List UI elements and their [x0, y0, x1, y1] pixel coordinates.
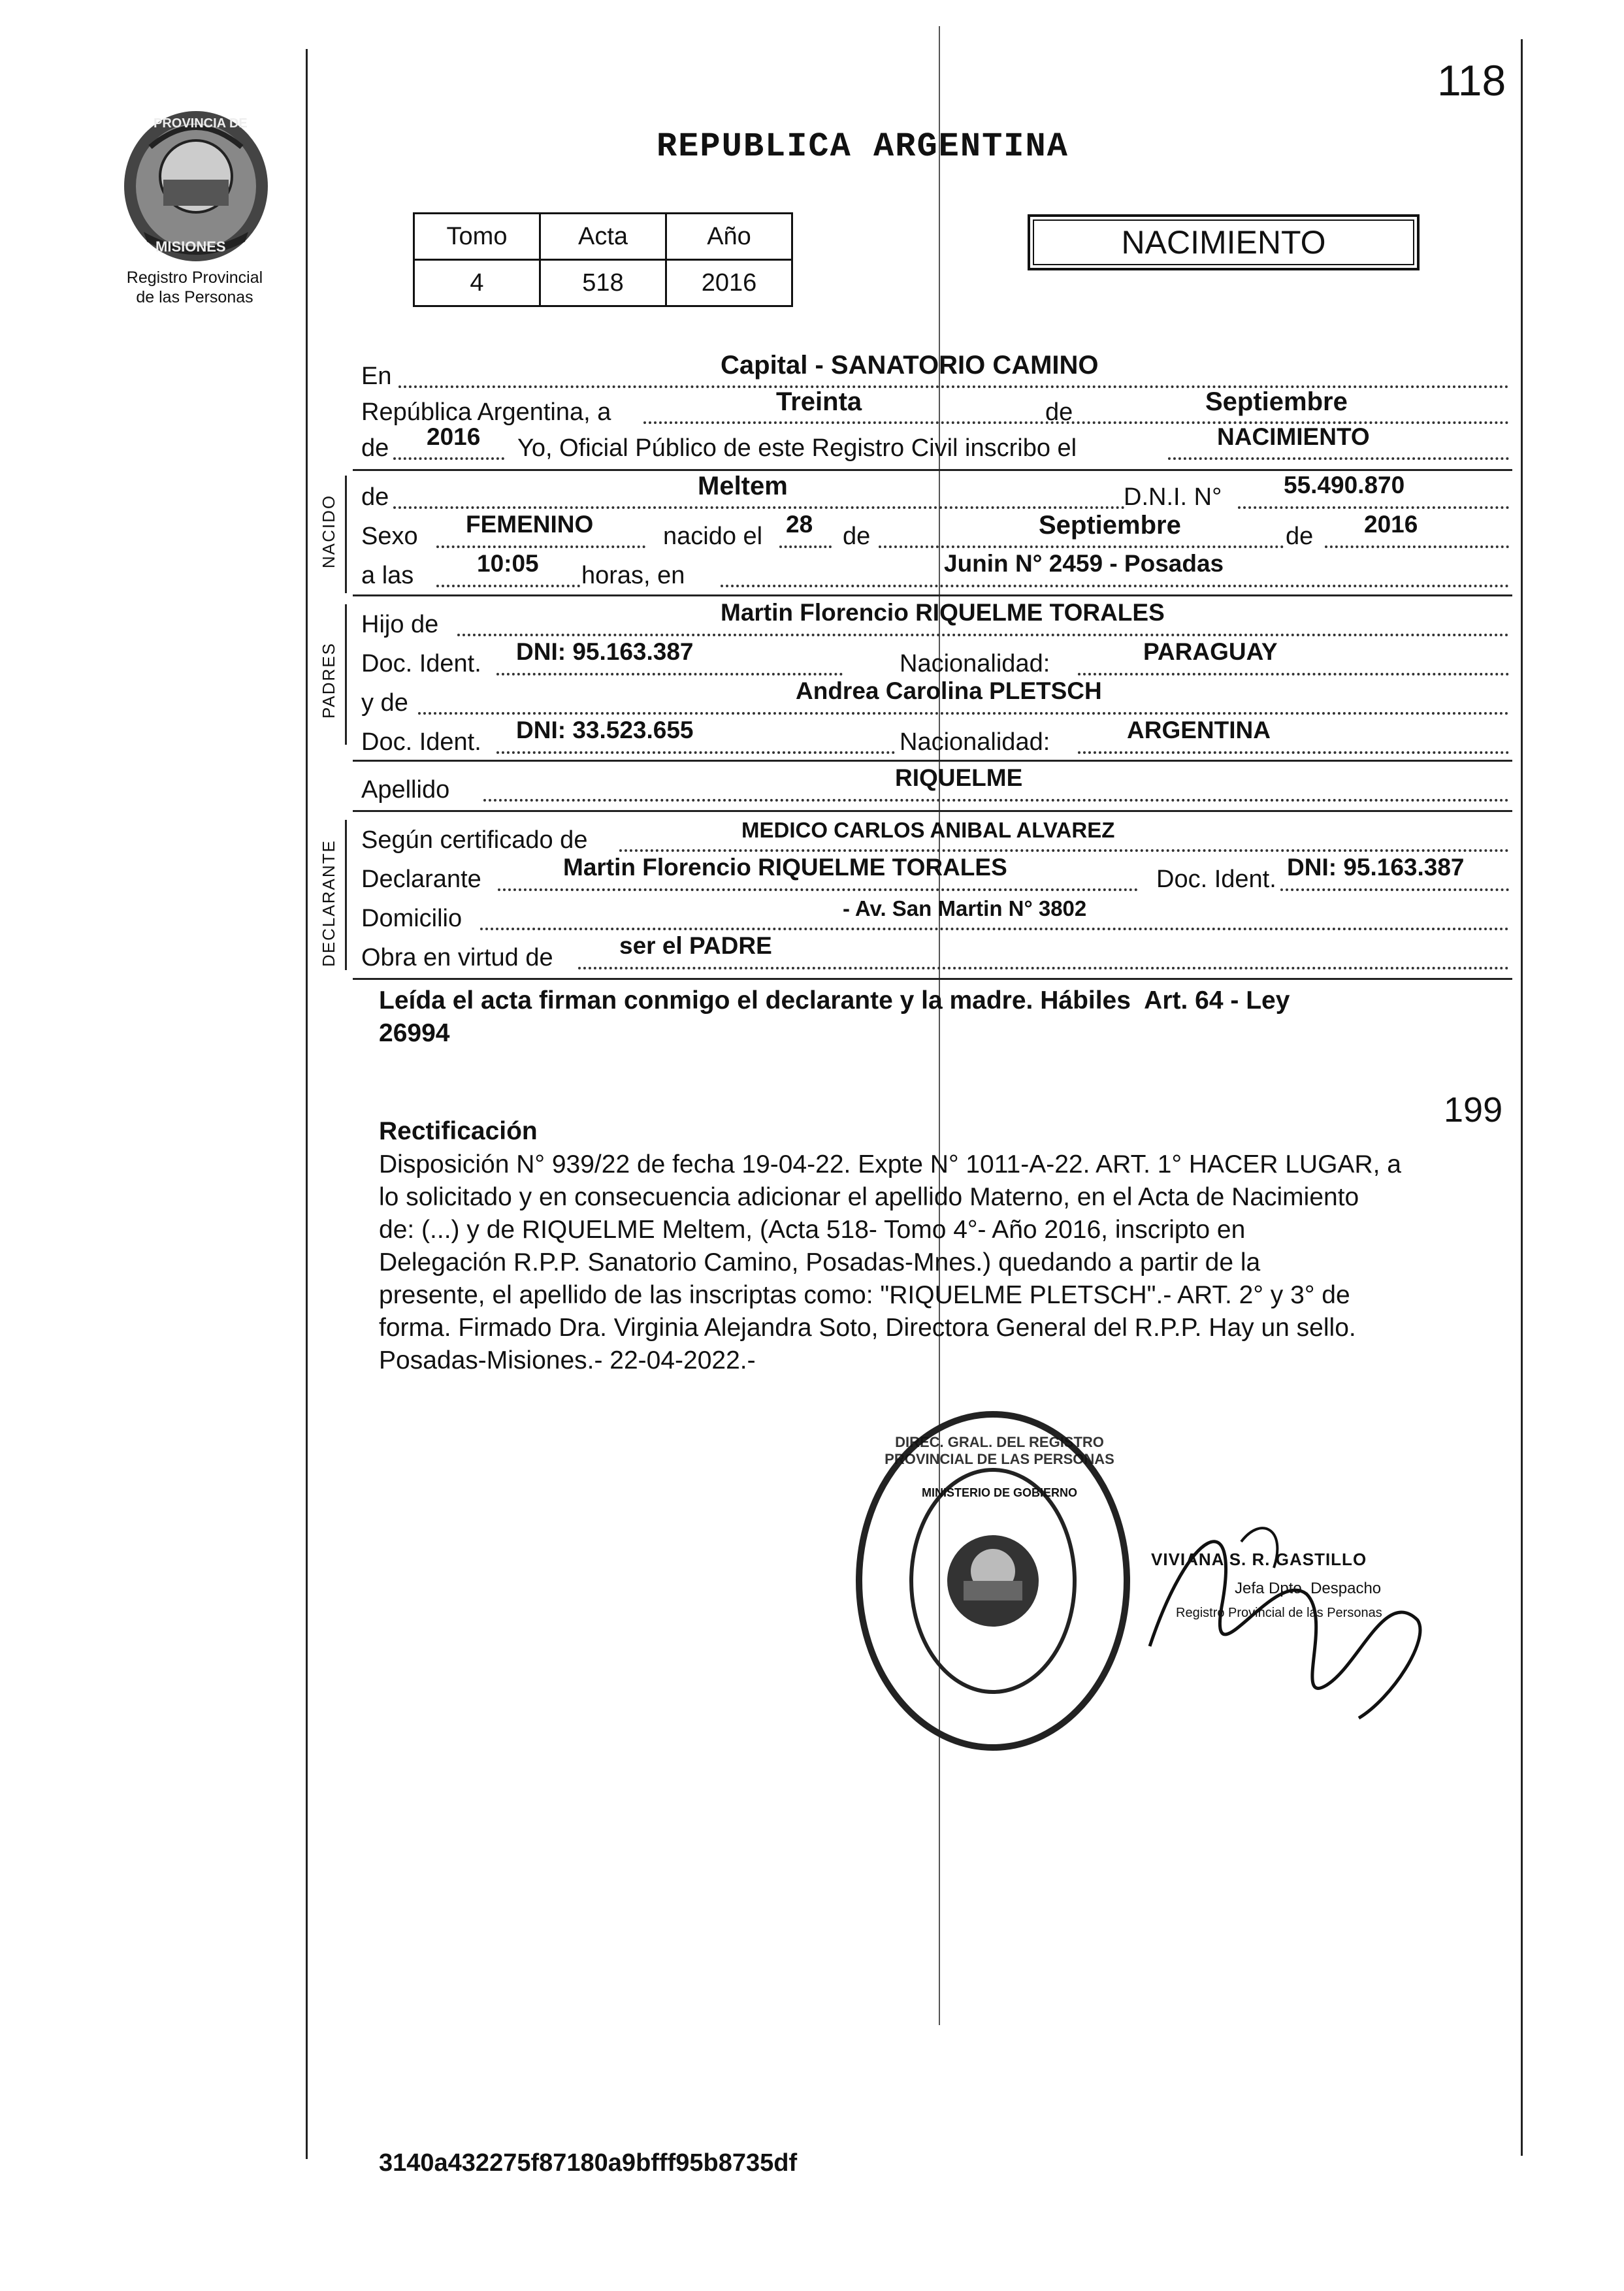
padres-bracket [345, 604, 347, 745]
address-value: Junin N° 2459 - Posadas [944, 550, 1224, 577]
father-nat-dots [1078, 673, 1509, 675]
intro-separator [353, 469, 1512, 471]
father-doc-label: Doc. Ident. [361, 650, 481, 677]
apellido-separator [353, 810, 1512, 812]
decl-doc-label: Doc. Ident. [1156, 866, 1276, 893]
dni-label: D.N.I. N° [1124, 483, 1222, 511]
rect-line-7: Posadas-Misiones.- 22-04-2022.- [379, 1346, 756, 1374]
declarante-bracket [345, 820, 347, 970]
month-value: Septiembre [1205, 387, 1348, 416]
apellido-value: RIQUELME [895, 764, 1023, 791]
mother-doc-dots [496, 751, 895, 754]
nacido-section-label: NACIDO [319, 494, 338, 568]
mother-nat-dots [1078, 751, 1509, 754]
page-number: 118 [1437, 56, 1506, 105]
day-dots [779, 545, 832, 548]
hijo-de-label: Hijo de [361, 611, 439, 638]
cert-value: MEDICO CARLOS ANIBAL ALVAREZ [741, 818, 1115, 842]
address-dots [721, 585, 1509, 587]
decl-label: Declarante [361, 866, 481, 893]
birth-month-dots [879, 545, 1284, 548]
padres-separator [353, 760, 1512, 762]
time-dots [436, 585, 580, 587]
logo-caption-line2: de las Personas [136, 288, 253, 306]
name-value: Meltem [698, 472, 788, 500]
mother-dots [418, 712, 1509, 715]
birth-day-value: 28 [786, 511, 813, 538]
father-doc-value: DNI: 95.163.387 [516, 638, 694, 665]
mother-nat-label: Nacionalidad: [900, 728, 1050, 756]
dni-dots [1238, 506, 1509, 509]
closing-line-2: 26994 [379, 1019, 450, 1047]
logo-text-bottom: MISIONES [155, 238, 226, 255]
act-dots [1168, 457, 1509, 460]
declarante-separator [353, 978, 1512, 980]
decl-value: Martin Florencio RIQUELME TORALES [563, 854, 1007, 881]
en-label: En [361, 363, 392, 390]
tomo-value: 4 [414, 260, 540, 306]
declarante-section-label: DECLARANTE [319, 839, 338, 967]
act-type-label: NACIMIENTO [1121, 224, 1326, 261]
nacido-de-label-2: de [843, 523, 871, 550]
dni-value: 55.490.870 [1284, 472, 1405, 498]
signature-org: Registro Provincial de las Personas [1176, 1606, 1382, 1620]
sexo-value: FEMENINO [466, 511, 594, 538]
y-de-label: y de [361, 689, 408, 717]
logo-caption [110, 268, 280, 307]
obra-label: Obra en virtud de [361, 944, 553, 971]
dom-label: Domicilio [361, 905, 463, 932]
time-value: 10:05 [477, 550, 539, 577]
signature-title: Jefa Dpto. Despacho [1235, 1580, 1382, 1597]
nacido-de-label-3: de [1286, 523, 1314, 550]
rect-line-3: de: (...) y de RIQUELME Meltem, (Acta 518- Tomo 4°- Año 2016, inscripto en [379, 1216, 1246, 1244]
cert-dots [619, 849, 1509, 852]
dom-dots [480, 928, 1509, 930]
birth-year-dots [1325, 545, 1509, 548]
nacido-de-label: de [361, 483, 389, 511]
stamp-outer-text: DIREC. GRAL. DEL REGISTRO PROVINCIAL DE LAS PERSONAS [885, 1434, 1114, 1467]
de-label-1: de [1045, 398, 1073, 426]
decl-dots [498, 888, 1138, 891]
rect-line-5: presente, el apellido de las inscriptas como: "RIQUELME PLETSCH".- ART. 2° y 3° de [379, 1281, 1350, 1309]
act-type-box [1028, 214, 1420, 270]
anio-value: 2016 [666, 260, 792, 306]
acta-header: Acta [540, 214, 666, 260]
day-word-value: Treinta [776, 387, 862, 416]
mother-nat-value: ARGENTINA [1127, 717, 1271, 743]
rect-line-4: Delegación R.P.P. Sanatorio Camino, Posadas-Mnes.) quedando a partir de la [379, 1248, 1261, 1276]
cert-label: Según certificado de [361, 826, 588, 854]
rect-line-1: Disposición N° 939/22 de fecha 19-04-22. Expte N° 1011-A-22. ART. 1° HACER LUGAR, a [379, 1150, 1401, 1178]
tomo-header: Tomo [414, 214, 540, 260]
document-hash: 3140a432275f87180a9bfff95b8735df [379, 2149, 798, 2177]
father-doc-dots [496, 673, 843, 675]
dom-value: - Av. San Martin N° 3802 [843, 896, 1087, 920]
signature-name: VIVIANA S. R. GASTILLO [1151, 1550, 1367, 1569]
place-value: Capital - SANATORIO CAMINO [721, 351, 1099, 380]
padres-section-label: PADRES [319, 642, 338, 719]
obra-value: ser el PADRE [619, 932, 772, 959]
decl-doc-value: DNI: 95.163.387 [1287, 854, 1465, 881]
rect-line-6: forma. Firmado Dra. Virginia Alejandra Soto, Directora General del R.P.P. Hay un sello. [379, 1314, 1356, 1342]
mother-value: Andrea Carolina PLETSCH [796, 677, 1102, 704]
sexo-dots [436, 545, 645, 548]
horas-en-label: horas, en [581, 562, 685, 589]
a-las-label: a las [361, 562, 414, 589]
year-prefix-label: de [361, 434, 389, 462]
country-title: REPUBLICA ARGENTINA [657, 127, 1069, 166]
name-dots [393, 506, 1125, 509]
father-value: Martin Florencio RIQUELME TORALES [721, 599, 1165, 626]
obra-dots [578, 967, 1509, 969]
mother-doc-value: DNI: 33.523.655 [516, 717, 694, 743]
right-frame-line [1521, 39, 1523, 2156]
mother-doc-label: Doc. Ident. [361, 728, 481, 756]
birth-month-value: Septiembre [1039, 511, 1181, 540]
father-nat-value: PARAGUAY [1143, 638, 1278, 665]
nacido-separator [353, 594, 1512, 596]
nacido-bracket [345, 476, 347, 593]
republica-label: República Argentina, a [361, 398, 611, 426]
year-value: 2016 [427, 423, 481, 450]
act-value: NACIMIENTO [1217, 423, 1370, 450]
father-dots [457, 634, 1509, 636]
republica-dots [643, 421, 1509, 424]
logo-text-top: PROVINCIA DE [154, 116, 248, 131]
rectificacion-body [379, 1148, 1401, 1377]
apellido-label: Apellido [361, 776, 450, 804]
margin-number: 199 [1444, 1090, 1503, 1129]
apellido-dots [483, 799, 1509, 802]
closing-line-1: Leída el acta firman conmigo el declarante y la madre. Hábiles Art. 64 - Ley [379, 986, 1290, 1015]
birth-year-value: 2016 [1364, 511, 1418, 538]
sexo-label: Sexo [361, 523, 418, 550]
oficial-text: Yo, Oficial Público de este Registro Civil inscribo el [517, 434, 1077, 462]
father-nat-label: Nacionalidad: [900, 650, 1050, 677]
rect-line-2: lo solicitado y en consecuencia adicionar el apellido Materno, en el Acta de Nacimiento [379, 1183, 1359, 1211]
rectificacion-title: Rectificación [379, 1117, 538, 1145]
left-frame-line [306, 49, 308, 2159]
record-table [413, 212, 793, 307]
year-dots [393, 457, 504, 460]
logo-caption-line1: Registro Provincial [126, 268, 263, 287]
decl-doc-dots [1280, 888, 1509, 891]
nacido-el-label: nacido el [663, 523, 763, 550]
stamp-inner-text: MINISTERIO DE GOBIERNO [921, 1486, 1078, 1499]
acta-value: 518 [540, 260, 666, 306]
anio-header: Año [666, 214, 792, 260]
